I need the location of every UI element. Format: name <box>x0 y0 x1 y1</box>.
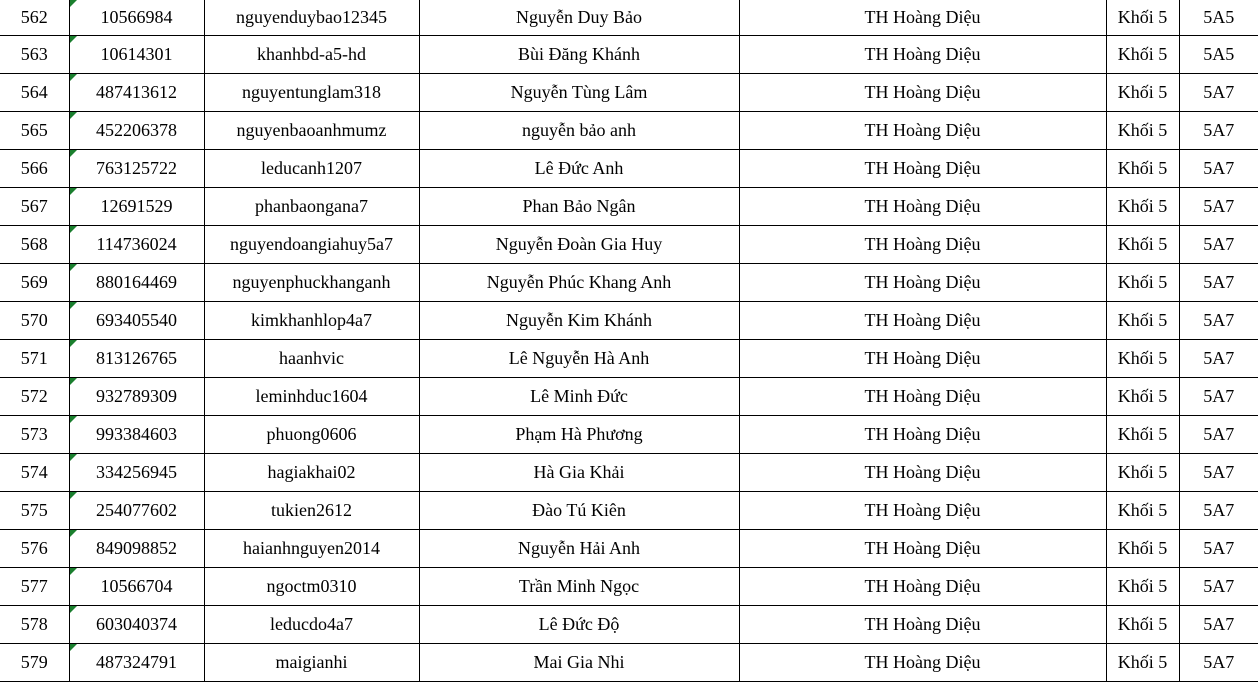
cell-class[interactable] <box>1179 0 1258 36</box>
cell-grade-text: Khối 5 <box>1117 424 1168 444</box>
number-as-text-indicator-icon <box>70 340 77 347</box>
cell-fullname-text: Bùi Đăng Khánh <box>518 44 640 64</box>
cell-school[interactable] <box>739 74 1106 112</box>
table-row <box>0 302 1258 340</box>
cell-grade-text: Khối 5 <box>1117 82 1168 102</box>
cell-grade-text: Khối 5 <box>1117 272 1168 292</box>
cell-stt[interactable] <box>0 264 69 302</box>
number-as-text-indicator-icon <box>70 606 77 613</box>
cell-id[interactable] <box>69 340 204 378</box>
cell-username[interactable] <box>204 150 419 188</box>
cell-id[interactable] <box>69 188 204 226</box>
cell-school[interactable] <box>739 340 1106 378</box>
cell-school-text: TH Hoàng Diệu <box>864 120 981 140</box>
cell-class-text: 5A7 <box>1203 272 1235 292</box>
cell-fullname[interactable] <box>419 416 739 454</box>
cell-fullname[interactable] <box>419 264 739 302</box>
cell-school[interactable] <box>739 454 1106 492</box>
cell-stt-text: 577 <box>20 576 48 596</box>
cell-school[interactable] <box>739 530 1106 568</box>
cell-stt[interactable] <box>0 644 69 682</box>
cell-school[interactable] <box>739 606 1106 644</box>
cell-fullname[interactable] <box>419 378 739 416</box>
cell-class-text: 5A7 <box>1203 310 1235 330</box>
cell-fullname[interactable] <box>419 606 739 644</box>
cell-grade[interactable] <box>1106 454 1179 492</box>
cell-class[interactable] <box>1179 378 1258 416</box>
cell-id[interactable] <box>69 454 204 492</box>
cell-username-text: maigianhi <box>275 652 348 672</box>
cell-grade-text: Khối 5 <box>1117 158 1168 178</box>
cell-id[interactable] <box>69 264 204 302</box>
table-row <box>0 340 1258 378</box>
number-as-text-indicator-icon <box>70 112 77 119</box>
table-row <box>0 188 1258 226</box>
cell-stt[interactable] <box>0 568 69 606</box>
cell-id[interactable] <box>69 378 204 416</box>
cell-stt-text: 579 <box>20 652 48 672</box>
cell-school-text: TH Hoàng Diệu <box>864 272 981 292</box>
table-row <box>0 74 1258 112</box>
cell-stt[interactable] <box>0 492 69 530</box>
cell-id-text: 813126765 <box>96 348 177 368</box>
cell-school-text: TH Hoàng Diệu <box>864 500 981 520</box>
cell-fullname[interactable] <box>419 188 739 226</box>
cell-stt[interactable] <box>0 340 69 378</box>
cell-fullname[interactable] <box>419 36 739 74</box>
cell-stt[interactable] <box>0 74 69 112</box>
cell-grade[interactable] <box>1106 416 1179 454</box>
cell-id[interactable] <box>69 302 204 340</box>
cell-stt-text: 567 <box>20 196 48 216</box>
cell-id-text: 603040374 <box>96 614 177 634</box>
cell-id[interactable] <box>69 112 204 150</box>
cell-username[interactable] <box>204 454 419 492</box>
cell-class-text: 5A7 <box>1203 158 1235 178</box>
cell-school[interactable] <box>739 226 1106 264</box>
cell-stt-text: 576 <box>20 538 48 558</box>
number-as-text-indicator-icon <box>70 74 77 81</box>
cell-id-text: 993384603 <box>96 424 177 444</box>
cell-class[interactable] <box>1179 454 1258 492</box>
cell-stt[interactable] <box>0 0 69 36</box>
cell-fullname[interactable] <box>419 150 739 188</box>
cell-fullname-text: Nguyễn Đoàn Gia Huy <box>495 234 663 254</box>
cell-grade[interactable] <box>1106 36 1179 74</box>
cell-username[interactable] <box>204 226 419 264</box>
cell-fullname-text: Lê Đức Độ <box>538 614 620 634</box>
cell-grade-text: Khối 5 <box>1117 576 1168 596</box>
cell-grade[interactable] <box>1106 492 1179 530</box>
cell-username[interactable] <box>204 378 419 416</box>
number-as-text-indicator-icon <box>70 416 77 423</box>
cell-class-text: 5A7 <box>1203 82 1235 102</box>
table-row <box>0 226 1258 264</box>
cell-stt-text: 574 <box>20 462 48 482</box>
cell-class[interactable] <box>1179 416 1258 454</box>
table-row <box>0 492 1258 530</box>
cell-username[interactable] <box>204 188 419 226</box>
cell-grade[interactable] <box>1106 644 1179 682</box>
cell-username[interactable] <box>204 0 419 36</box>
cell-username-text: nguyenbaoanhmumz <box>236 120 387 140</box>
cell-username-text: phanbaongana7 <box>255 196 368 216</box>
cell-grade-text: Khối 5 <box>1117 386 1168 406</box>
cell-stt-text: 575 <box>20 500 48 520</box>
cell-class-text: 5A7 <box>1203 614 1235 634</box>
cell-school-text: TH Hoàng Diệu <box>864 424 981 444</box>
cell-grade[interactable] <box>1106 112 1179 150</box>
cell-fullname[interactable] <box>419 302 739 340</box>
cell-grade-text: Khối 5 <box>1117 652 1168 672</box>
cell-id-text: 254077602 <box>96 500 177 520</box>
cell-id-text: 880164469 <box>96 272 177 292</box>
cell-fullname-text: Nguyễn Kim Khánh <box>506 310 652 330</box>
cell-fullname-text: Nguyễn Phúc Khang Anh <box>486 272 672 292</box>
cell-fullname[interactable] <box>419 644 739 682</box>
cell-class[interactable] <box>1179 492 1258 530</box>
cell-id[interactable] <box>69 568 204 606</box>
cell-id[interactable] <box>69 416 204 454</box>
cell-grade-text: Khối 5 <box>1117 7 1168 27</box>
cell-class-text: 5A7 <box>1203 386 1235 406</box>
table-row <box>0 264 1258 302</box>
cell-class-text: 5A7 <box>1203 500 1235 520</box>
cell-class[interactable] <box>1179 36 1258 74</box>
number-as-text-indicator-icon <box>70 568 77 575</box>
cell-class-text: 5A5 <box>1203 7 1235 27</box>
cell-school[interactable] <box>739 188 1106 226</box>
cell-fullname-text: Nguyễn Tùng Lâm <box>510 82 648 102</box>
cell-stt[interactable] <box>0 150 69 188</box>
table-row <box>0 606 1258 644</box>
number-as-text-indicator-icon <box>70 378 77 385</box>
cell-class-text: 5A7 <box>1203 538 1235 558</box>
cell-grade[interactable] <box>1106 606 1179 644</box>
table-row <box>0 530 1258 568</box>
cell-username[interactable] <box>204 112 419 150</box>
cell-username[interactable] <box>204 340 419 378</box>
cell-grade[interactable] <box>1106 530 1179 568</box>
cell-school-text: TH Hoàng Diệu <box>864 310 981 330</box>
cell-id[interactable] <box>69 606 204 644</box>
cell-id-text: 334256945 <box>96 462 177 482</box>
cell-grade-text: Khối 5 <box>1117 538 1168 558</box>
number-as-text-indicator-icon <box>70 644 77 651</box>
cell-stt-text: 571 <box>20 348 48 368</box>
cell-username-text: phuong0606 <box>266 424 357 444</box>
cell-username-text: khanhbd-a5-hd <box>257 44 366 64</box>
cell-username-text: leducdo4a7 <box>270 614 353 634</box>
cell-username[interactable] <box>204 416 419 454</box>
cell-stt-text: 572 <box>20 386 48 406</box>
number-as-text-indicator-icon <box>70 226 77 233</box>
cell-id-text: 487413612 <box>96 82 177 102</box>
cell-school[interactable] <box>739 416 1106 454</box>
cell-class[interactable] <box>1179 264 1258 302</box>
cell-stt-text: 569 <box>20 272 48 292</box>
cell-grade-text: Khối 5 <box>1117 310 1168 330</box>
cell-fullname[interactable] <box>419 568 739 606</box>
cell-grade[interactable] <box>1106 226 1179 264</box>
cell-id-text: 12691529 <box>100 196 173 216</box>
cell-username-text: tukien2612 <box>271 500 352 520</box>
cell-username[interactable] <box>204 644 419 682</box>
cell-grade-text: Khối 5 <box>1117 120 1168 140</box>
cell-class[interactable] <box>1179 302 1258 340</box>
cell-fullname[interactable] <box>419 226 739 264</box>
cell-grade[interactable] <box>1106 340 1179 378</box>
cell-username-text: hagiakhai02 <box>267 462 356 482</box>
cell-class[interactable] <box>1179 606 1258 644</box>
cell-grade[interactable] <box>1106 568 1179 606</box>
cell-username-text: leminhduc1604 <box>255 386 368 406</box>
cell-id[interactable] <box>69 530 204 568</box>
number-as-text-indicator-icon <box>70 264 77 271</box>
cell-school[interactable] <box>739 264 1106 302</box>
cell-fullname-text: Nguyễn Duy Bảo <box>516 7 642 27</box>
cell-grade-text: Khối 5 <box>1117 500 1168 520</box>
cell-class[interactable] <box>1179 568 1258 606</box>
cell-school-text: TH Hoàng Diệu <box>864 158 981 178</box>
cell-stt-text: 566 <box>20 158 48 178</box>
cell-fullname-text: Phan Bảo Ngân <box>522 196 636 216</box>
cell-id[interactable] <box>69 150 204 188</box>
table-row <box>0 644 1258 682</box>
cell-username[interactable] <box>204 492 419 530</box>
cell-school-text: TH Hoàng Diệu <box>864 538 981 558</box>
cell-class[interactable] <box>1179 112 1258 150</box>
cell-grade-text: Khối 5 <box>1117 614 1168 634</box>
cell-grade[interactable] <box>1106 150 1179 188</box>
number-as-text-indicator-icon <box>70 492 77 499</box>
cell-stt[interactable] <box>0 36 69 74</box>
cell-school-text: TH Hoàng Diệu <box>864 348 981 368</box>
cell-fullname[interactable] <box>419 530 739 568</box>
cell-school[interactable] <box>739 492 1106 530</box>
cell-grade[interactable] <box>1106 74 1179 112</box>
cell-id[interactable] <box>69 492 204 530</box>
table-row <box>0 112 1258 150</box>
cell-school[interactable] <box>739 150 1106 188</box>
cell-username[interactable] <box>204 74 419 112</box>
cell-fullname-text: Mai Gia Nhi <box>533 652 625 672</box>
cell-stt[interactable] <box>0 606 69 644</box>
table-row <box>0 568 1258 606</box>
cell-id-text: 114736024 <box>96 234 177 254</box>
cell-school-text: TH Hoàng Diệu <box>864 82 981 102</box>
cell-fullname-text: Lê Minh Đức <box>530 386 628 406</box>
number-as-text-indicator-icon <box>70 188 77 195</box>
table-row <box>0 378 1258 416</box>
cell-id[interactable] <box>69 644 204 682</box>
cell-fullname-text: Nguyễn Hải Anh <box>518 538 640 558</box>
table-row <box>0 0 1258 36</box>
cell-class-text: 5A7 <box>1203 348 1235 368</box>
cell-school[interactable] <box>739 568 1106 606</box>
cell-fullname[interactable] <box>419 492 739 530</box>
number-as-text-indicator-icon <box>70 36 77 43</box>
cell-id[interactable] <box>69 226 204 264</box>
cell-id-text: 693405540 <box>96 310 177 330</box>
number-as-text-indicator-icon <box>70 530 77 537</box>
cell-username-text: ngoctm0310 <box>266 576 357 596</box>
cell-class-text: 5A7 <box>1203 576 1235 596</box>
cell-class[interactable] <box>1179 150 1258 188</box>
cell-username-text: haanhvic <box>279 348 344 368</box>
cell-fullname-text: nguyễn bảo anh <box>522 120 636 140</box>
cell-stt-text: 578 <box>20 614 48 634</box>
cell-fullname-text: Trần Minh Ngọc <box>518 576 640 596</box>
cell-school-text: TH Hoàng Diệu <box>864 652 981 672</box>
number-as-text-indicator-icon <box>70 454 77 461</box>
cell-class[interactable] <box>1179 226 1258 264</box>
cell-fullname[interactable] <box>419 340 739 378</box>
cell-school-text: TH Hoàng Diệu <box>864 44 981 64</box>
cell-class[interactable] <box>1179 340 1258 378</box>
cell-stt[interactable] <box>0 454 69 492</box>
cell-school[interactable] <box>739 302 1106 340</box>
cell-fullname-text: Phạm Hà Phương <box>515 424 643 444</box>
cell-stt[interactable] <box>0 378 69 416</box>
cell-grade-text: Khối 5 <box>1117 462 1168 482</box>
cell-stt-text: 565 <box>20 120 48 140</box>
cell-id-text: 849098852 <box>96 538 177 558</box>
cell-stt-text: 564 <box>20 82 48 102</box>
cell-grade-text: Khối 5 <box>1117 234 1168 254</box>
cell-id-text: 10614301 <box>100 44 173 64</box>
cell-grade[interactable] <box>1106 264 1179 302</box>
cell-class-text: 5A5 <box>1203 44 1235 64</box>
cell-grade[interactable] <box>1106 378 1179 416</box>
cell-fullname[interactable] <box>419 74 739 112</box>
cell-class-text: 5A7 <box>1203 120 1235 140</box>
cell-username[interactable] <box>204 530 419 568</box>
cell-school[interactable] <box>739 378 1106 416</box>
cell-class[interactable] <box>1179 530 1258 568</box>
cell-fullname[interactable] <box>419 0 739 36</box>
number-as-text-indicator-icon <box>70 0 77 7</box>
cell-username-text: leducanh1207 <box>261 158 362 178</box>
table-row <box>0 150 1258 188</box>
cell-username-text: nguyendoangiahuy5a7 <box>230 234 393 254</box>
cell-school-text: TH Hoàng Diệu <box>864 7 981 27</box>
cell-username-text: nguyenduybao12345 <box>236 7 387 27</box>
cell-class-text: 5A7 <box>1203 652 1235 672</box>
cell-class-text: 5A7 <box>1203 462 1235 482</box>
cell-grade-text: Khối 5 <box>1117 196 1168 216</box>
cell-id[interactable] <box>69 74 204 112</box>
cell-username[interactable] <box>204 606 419 644</box>
cell-stt-text: 568 <box>20 234 48 254</box>
cell-fullname-text: Lê Nguyễn Hà Anh <box>508 348 650 368</box>
cell-username-text: nguyenphuckhanganh <box>232 272 391 292</box>
cell-stt[interactable] <box>0 226 69 264</box>
table-row <box>0 36 1258 74</box>
cell-id-text: 763125722 <box>96 158 177 178</box>
cell-username-text: kimkhanhlop4a7 <box>251 310 372 330</box>
cell-stt-text: 563 <box>20 44 48 64</box>
cell-username-text: nguyentunglam318 <box>242 82 381 102</box>
cell-school-text: TH Hoàng Diệu <box>864 196 981 216</box>
cell-stt[interactable] <box>0 188 69 226</box>
cell-username[interactable] <box>204 36 419 74</box>
cell-fullname-text: Lê Đức Anh <box>534 158 624 178</box>
cell-class-text: 5A7 <box>1203 234 1235 254</box>
cell-id-text: 10566984 <box>100 7 173 27</box>
cell-username-text: haianhnguyen2014 <box>243 538 380 558</box>
cell-grade[interactable] <box>1106 0 1179 36</box>
cell-username[interactable] <box>204 568 419 606</box>
cell-school[interactable] <box>739 0 1106 36</box>
cell-stt[interactable] <box>0 302 69 340</box>
cell-fullname-text: Hà Gia Khải <box>533 462 625 482</box>
cell-stt-text: 570 <box>20 310 48 330</box>
cell-school-text: TH Hoàng Diệu <box>864 462 981 482</box>
cell-grade[interactable] <box>1106 188 1179 226</box>
cell-stt[interactable] <box>0 416 69 454</box>
cell-school-text: TH Hoàng Diệu <box>864 576 981 596</box>
cell-class-text: 5A7 <box>1203 424 1235 444</box>
cell-stt-text: 573 <box>20 424 48 444</box>
cell-stt[interactable] <box>0 112 69 150</box>
cell-school[interactable] <box>739 36 1106 74</box>
cell-class[interactable] <box>1179 74 1258 112</box>
cell-stt-text: 562 <box>20 7 48 27</box>
number-as-text-indicator-icon <box>70 302 77 309</box>
table-row <box>0 454 1258 492</box>
cell-class-text: 5A7 <box>1203 196 1235 216</box>
cell-id-text: 10566704 <box>100 576 173 596</box>
cell-school-text: TH Hoàng Diệu <box>864 614 981 634</box>
cell-class[interactable] <box>1179 188 1258 226</box>
cell-id-text: 487324791 <box>96 652 177 672</box>
table-row <box>0 416 1258 454</box>
cell-grade-text: Khối 5 <box>1117 44 1168 64</box>
cell-school-text: TH Hoàng Diệu <box>864 234 981 254</box>
cell-fullname-text: Đào Tú Kiên <box>532 500 626 520</box>
cell-username[interactable] <box>204 302 419 340</box>
cell-id-text: 932789309 <box>96 386 177 406</box>
cell-id-text: 452206378 <box>96 120 177 140</box>
cell-fullname[interactable] <box>419 112 739 150</box>
cell-id[interactable] <box>69 36 204 74</box>
cell-school[interactable] <box>739 112 1106 150</box>
cell-school[interactable] <box>739 644 1106 682</box>
cell-username[interactable] <box>204 264 419 302</box>
number-as-text-indicator-icon <box>70 150 77 157</box>
cell-class[interactable] <box>1179 644 1258 682</box>
cell-grade[interactable] <box>1106 302 1179 340</box>
cell-id[interactable] <box>69 0 204 36</box>
cell-stt[interactable] <box>0 530 69 568</box>
cell-grade-text: Khối 5 <box>1117 348 1168 368</box>
cell-school-text: TH Hoàng Diệu <box>864 386 981 406</box>
cell-fullname[interactable] <box>419 454 739 492</box>
